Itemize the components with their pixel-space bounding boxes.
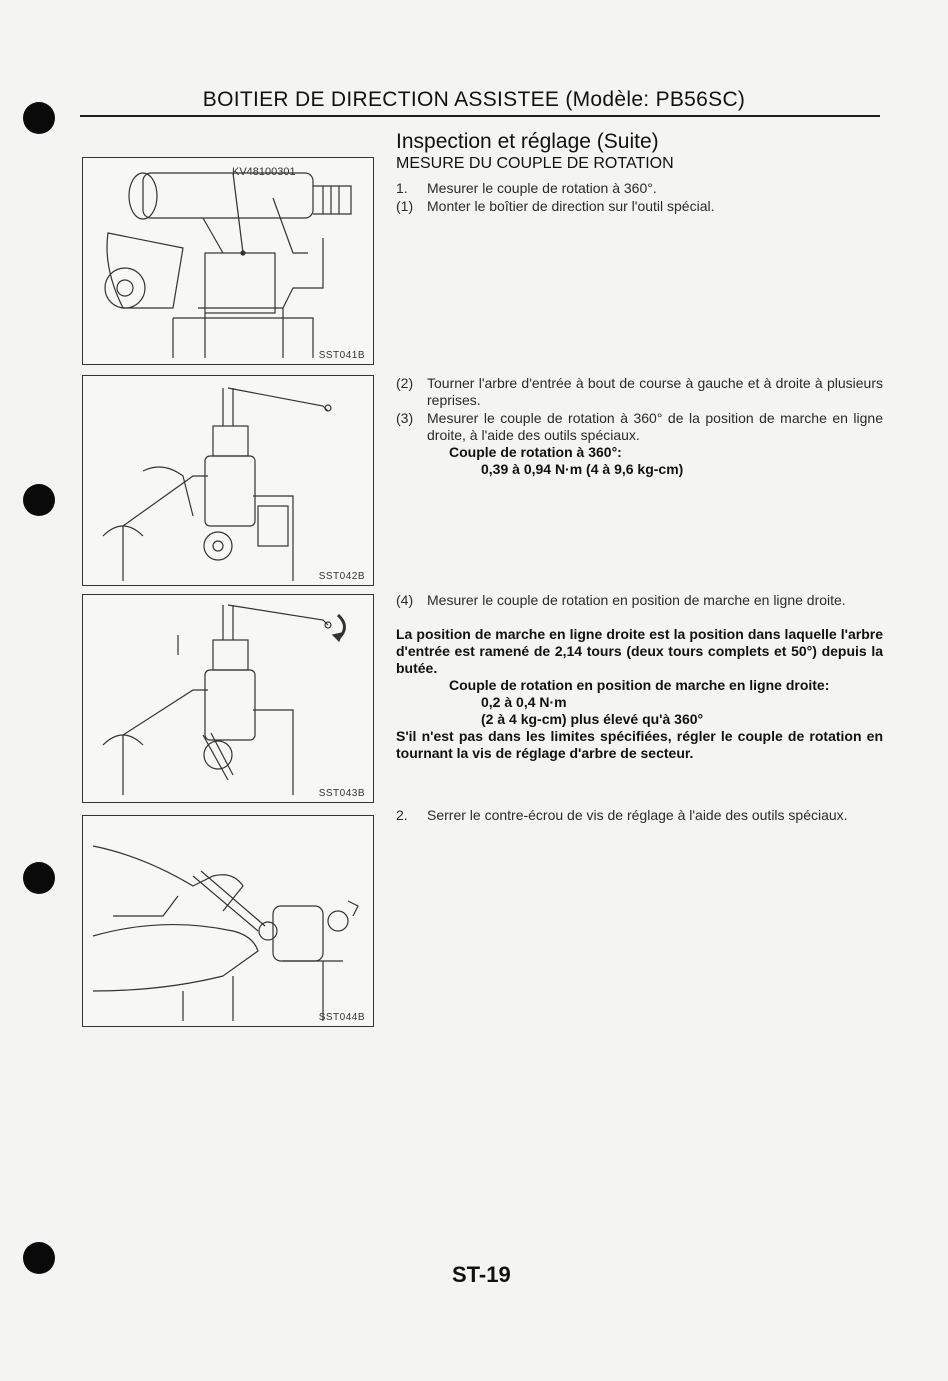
figure-code: SST042B	[318, 571, 365, 582]
step-1-2	[396, 375, 883, 409]
figure-torque-wrench-measurement	[82, 375, 374, 586]
figure-code: SST041B	[318, 350, 365, 361]
page-header-title: BOITIER DE DIRECTION ASSISTEE (Modèle: PB56SC)	[202, 88, 746, 111]
note-straight-position: La position de marche en ligne droite est la position dans laquelle l'arbre d'entrée est ramené de 2,14 tours (deux tours complets et 50°) depuis la butée.	[396, 626, 883, 676]
torque-rotation-illustration	[83, 595, 373, 802]
step-1-3	[396, 410, 883, 444]
step-text: Serrer le contre-écrou de vis de réglage à l'aide des outils spéciaux.	[427, 807, 848, 823]
figure-lock-nut-tightening	[82, 815, 374, 1027]
steering-box-illustration	[83, 158, 373, 364]
step-number: (2)	[396, 375, 414, 391]
note-adjust: S'il n'est pas dans les limites spécifiées, régler le couple de rotation en tournant la vis de réglage d'arbre de secteur.	[396, 728, 883, 761]
figure-code: SST044B	[318, 1012, 365, 1023]
spec-label: Couple de rotation en position de marche en ligne droite:	[449, 677, 830, 693]
step-number: 1.	[396, 180, 408, 196]
binder-hole	[23, 862, 55, 894]
step-1-1	[396, 198, 883, 215]
step-2	[396, 807, 883, 824]
step-number: (4)	[396, 592, 414, 608]
figure-steering-box-on-fixture	[82, 157, 374, 365]
section-subtitle: MESURE DU COUPLE DE ROTATION	[396, 155, 674, 172]
step-text: Mesurer le couple de rotation à 360°.	[427, 180, 657, 196]
step-number: (3)	[396, 410, 414, 426]
binder-hole	[23, 1242, 55, 1274]
step-number: (1)	[396, 198, 414, 214]
step-text: Tourner l'arbre d'entrée à bout de course à gauche et à droite à plusieurs reprises.	[427, 375, 883, 408]
tool-callout: KV48100301	[232, 166, 296, 178]
step-text: Mesurer le couple de rotation à 360° de la position de marche en ligne droite, à l'aide des outils spéciaux.	[427, 410, 883, 443]
spec-value: 0,39 à 0,94 N·m (4 à 9,6 kg-cm)	[481, 461, 684, 477]
step-text: Mesurer le couple de rotation en position de marche en ligne droite.	[427, 592, 846, 608]
binder-hole	[23, 484, 55, 516]
spec-value: (2 à 4 kg-cm) plus élevé qu'à 360°	[481, 711, 704, 727]
header-rule	[80, 115, 880, 117]
spec-label: Couple de rotation à 360°:	[449, 444, 622, 460]
spec-value: 0,2 à 0,4 N·m	[481, 694, 567, 710]
step-text: Monter le boîtier de direction sur l'outil spécial.	[427, 198, 715, 214]
section-title: Inspection et réglage (Suite)	[396, 130, 659, 153]
figure-code: SST043B	[318, 788, 365, 799]
lock-nut-illustration	[83, 816, 373, 1026]
torque-wrench-illustration	[83, 376, 373, 585]
step-1	[396, 180, 883, 197]
step-1-4	[396, 592, 883, 609]
page-number: ST-19	[452, 1262, 511, 1287]
figure-straight-ahead-torque	[82, 594, 374, 803]
step-number: 2.	[396, 807, 408, 823]
